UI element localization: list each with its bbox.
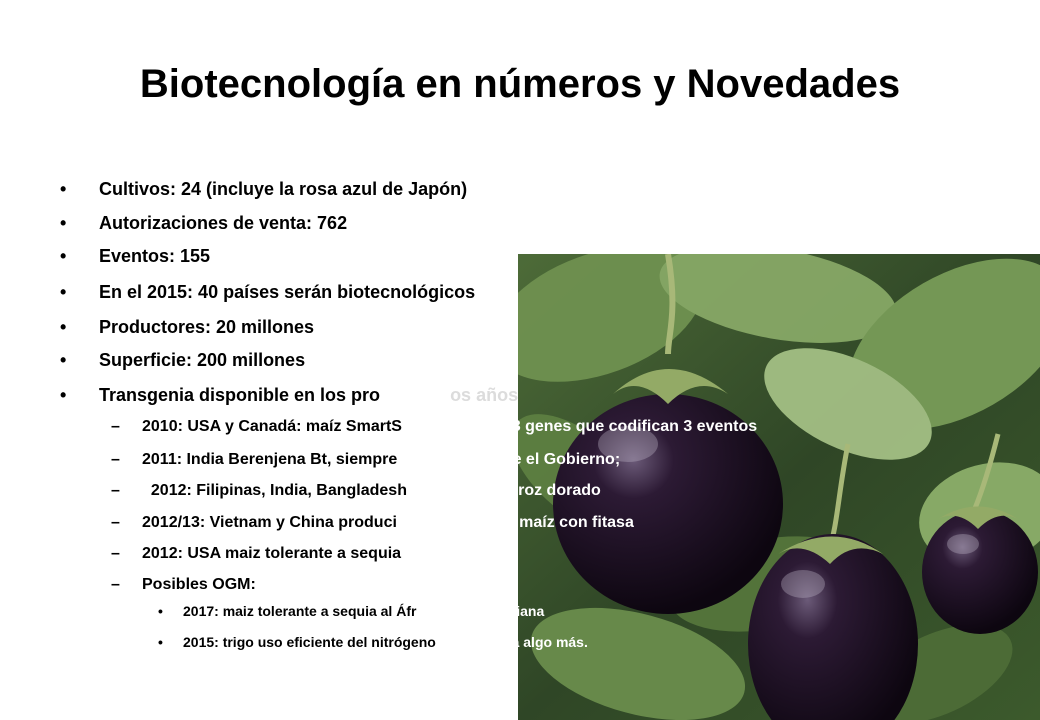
sub-list-item-overlay: ndonesia: arroz dorado [422,482,601,499]
sub-list-item-overlay: arroz Bt y maíz con fitasa [440,514,634,531]
sub-sub-list-item-overlay: (UEN) quizá algo más. [440,634,588,650]
list-item-text: Autorizaciones de venta: 762 [99,213,348,233]
eggplant-photo [518,254,1040,720]
bullet-marker: • [60,179,67,199]
sub-list-item-text: 2011: India Berenjena Bt, siempre [142,451,398,468]
sub-sub-list-item-text: 2017: maiz tolerante a sequia al Áfr [183,603,417,619]
bullet-marker: • [60,282,67,302]
sub-list-item-overlay: e lo apruebe el Gobierno; [427,451,621,468]
dash-marker: – [111,482,120,499]
eggplant-illustration [518,254,1040,720]
list-item-text: En el 2015: 40 países serán biotecnológicos [99,282,476,302]
bullet-marker: • [60,317,67,337]
sub-sub-list-item-overlay: Subsahariana [452,603,545,619]
sub-sub-list-item-text: 2015: trigo uso eficiente del nitrógeno [183,634,436,650]
list-item-text: Superficie: 200 millones [99,350,306,370]
bullet-marker: • [60,350,67,370]
sub-list-item-text: 2010: USA y Canadá: maíz SmartS [142,418,402,435]
sub-list-item-overlay: ™, con 8 genes que codifican 3 eventos [453,418,758,435]
dash-marker: – [111,545,120,562]
bullet-marker: • [60,213,67,233]
dash-marker: – [111,451,120,468]
bullet-marker: • [158,634,163,650]
sub-list-item-text: 2012: USA maiz tolerante a sequia [142,545,402,562]
list-item-text: Eventos: 155 [99,246,211,266]
list-item-text-overlay: os años [450,385,519,405]
sub-list-item-text: Posibles OGM: [142,576,256,593]
bullet-marker: • [158,603,163,619]
list-item-text-visible: Transgenia disponible en los pro [99,385,381,405]
list-item-text: Cultivos: 24 (incluye la rosa azul de Japón) [99,179,468,199]
dash-marker: – [111,418,120,435]
bullet-marker: • [60,385,67,405]
list-item-text [99,385,518,406]
list-item-text: Productores: 20 millones [99,317,315,337]
slide-title: Biotecnología en números y Novedades [139,62,901,106]
dash-marker: – [111,514,120,531]
dash-marker: – [111,576,120,593]
sub-list-item-text: 2012/13: Vietnam y China produci [142,514,397,531]
sub-list-item-text: 2012: Filipinas, India, Bangladesh [142,482,407,499]
bullet-marker: • [60,246,67,266]
